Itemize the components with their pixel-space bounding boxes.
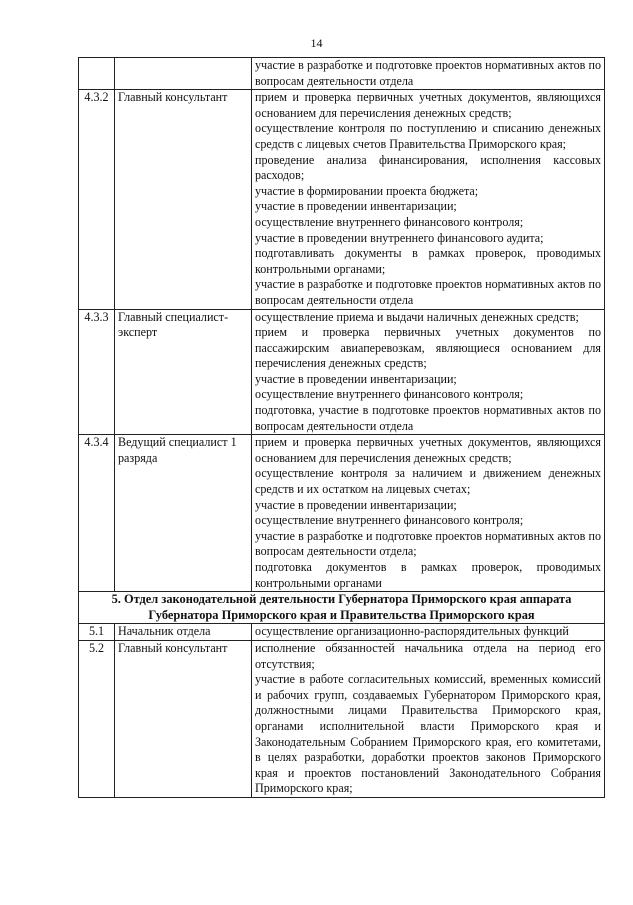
duty-item: осуществление контроля по поступлению и списанию денежных средств с лицевых счетов Правительства Приморского края; [255,121,601,151]
duties-cell [252,58,605,90]
position-title: Главный консультант [115,90,252,309]
duty-item: исполнение обязанностей начальника отдела на период его отсутствия; [255,640,601,671]
table-row [79,58,605,90]
duty-item: осуществление приема и выдачи наличных денежных средств; [255,309,579,324]
item-number [79,58,115,90]
position-title: Главный специалист-эксперт [115,309,252,435]
duties-cell [252,90,605,309]
duty-item: осуществление внутреннего финансового контроля; [255,513,524,528]
duties-cell [252,309,605,435]
position-title: Начальник отдела [115,624,252,641]
duty-item: осуществление организационно-распорядительных функций [255,624,569,639]
duty-item: прием и проверка первичных учетных документов, являющихся основанием для перечисления денежных средств; [255,90,601,120]
table-row [79,90,605,309]
page-number: 14 [310,36,323,50]
duty-item: проведение анализа финансирования, исполнения кассовых расходов; [255,152,601,183]
duty-item: участие в разработке и подготовке проектов нормативных актов по вопросам деятельности отдела; [255,528,601,559]
table-row [79,624,605,641]
item-number: 5.2 [79,640,115,797]
duty-item: подготавливать документы в рамках проверок, проводимых контрольными органами; [255,246,601,276]
item-number: 4.3.2 [79,90,115,309]
duty-item: прием и проверка первичных учетных документов, являющихся основанием для перечисления денежных средств; [255,435,601,465]
section-heading: 5. Отдел законодательной деятельности Губернатора Приморского края аппарата Губернатора Приморского края и Правительства Приморского края [79,592,605,624]
duty-item: осуществление внутреннего финансового контроля; [255,214,524,229]
duties-table [78,57,605,798]
table-row [79,309,605,435]
duty-item: участие в разработке и подготовке проектов нормативных актов по вопросам деятельности отдела [255,277,601,307]
table-row [79,640,605,797]
duties-cell [252,640,605,797]
duty-item: участие в формировании проекта бюджета; [255,183,479,198]
duty-item: осуществление внутреннего финансового контроля; [255,387,524,402]
item-number: 4.3.4 [79,435,115,592]
duty-item: участие в проведении инвентаризации; [255,199,457,214]
position-title: Ведущий специалист 1 разряда [115,435,252,592]
duty-item: подготовка, участие в подготовке проектов нормативных актов по вопросам деятельности отдела [255,403,601,433]
item-number: 5.1 [79,624,115,641]
duty-item: участие в разработке и подготовке проектов нормативных актов по вопросам деятельности отдела [255,58,601,88]
duty-item: участие в проведении инвентаризации; [255,371,457,386]
position-title: Главный консультант [115,640,252,797]
duty-item: подготовка документов в рамках проверок, проводимых контрольными органами [255,560,601,590]
duty-item: участие в проведении инвентаризации; [255,497,457,512]
section-row [79,592,605,624]
duty-item: прием и проверка первичных учетных документов по пассажирским авиаперевозкам, являющиеся основанием для перечисления денежных средств; [255,325,601,371]
duty-item: участие в работе согласительных комиссий, временных комиссий и рабочих групп, создаваемых Губернатором Приморского края, должностными лицами Правительства Приморского края, органами исполнительной власти Приморского края и Законодательным Собранием Приморского края, его комитетами, в целях разработки, доработки проектов законов Приморского края и проектов постановлений Законодательного Собрания Приморского края; [255,672,601,796]
duty-item: осуществление контроля за наличием и движением денежных средств и их остатком на лицевых счетах; [255,466,601,497]
duty-item: участие в проведении внутреннего финансового аудита; [255,230,544,245]
duties-cell [252,624,605,641]
duties-table-body [79,58,605,798]
duties-cell [252,435,605,592]
position-title [115,58,252,90]
table-row [79,435,605,592]
item-number: 4.3.3 [79,309,115,435]
